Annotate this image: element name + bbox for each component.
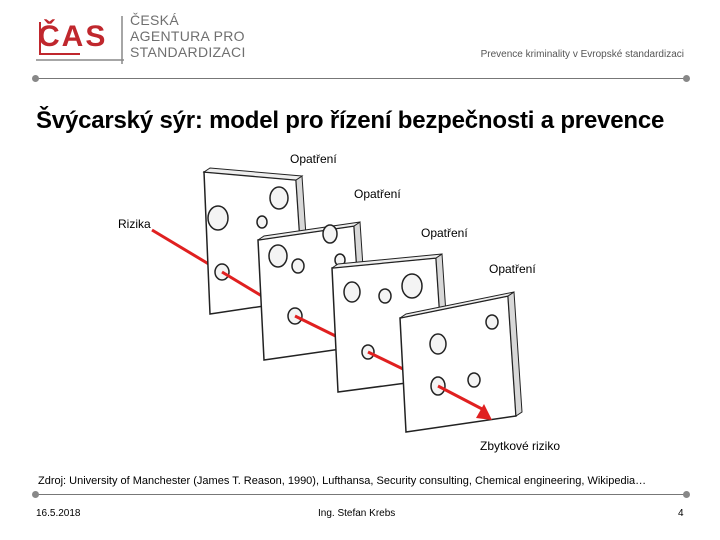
logo-line-3: STANDARDIZACI <box>130 44 246 60</box>
label-opatreni-1: Opatření <box>290 152 337 166</box>
logo-line-2: AGENTURA PRO <box>130 28 245 44</box>
footer-author: Ing. Stefan Krebs <box>318 508 396 519</box>
logo-mark: ČAS <box>38 20 108 53</box>
label-rizika: Rizika <box>118 217 151 231</box>
label-opatreni-2: Opatření <box>354 187 401 201</box>
label-opatreni-4: Opatření <box>489 262 536 276</box>
source-note: Zdroj: University of Manchester (James T. Reason, 1990), Lufthansa, Security consulting, Chemical engineering, Wikipedia… <box>38 474 668 489</box>
footer-divider <box>36 494 686 495</box>
slide-title: Švýcarský sýr: model pro řízení bezpečnosti a prevence <box>36 107 665 134</box>
footer-page-number: 4 <box>678 508 684 519</box>
logo-line-1: ČESKÁ <box>130 12 179 28</box>
cheese-slice-4 <box>400 292 522 432</box>
header-caption: Prevence kriminality v Evropské standardizaci <box>480 49 684 60</box>
footer-date: 16.5.2018 <box>36 508 81 519</box>
label-zbytkove-riziko: Zbytkové riziko <box>480 439 561 453</box>
label-opatreni-3: Opatření <box>421 226 468 240</box>
